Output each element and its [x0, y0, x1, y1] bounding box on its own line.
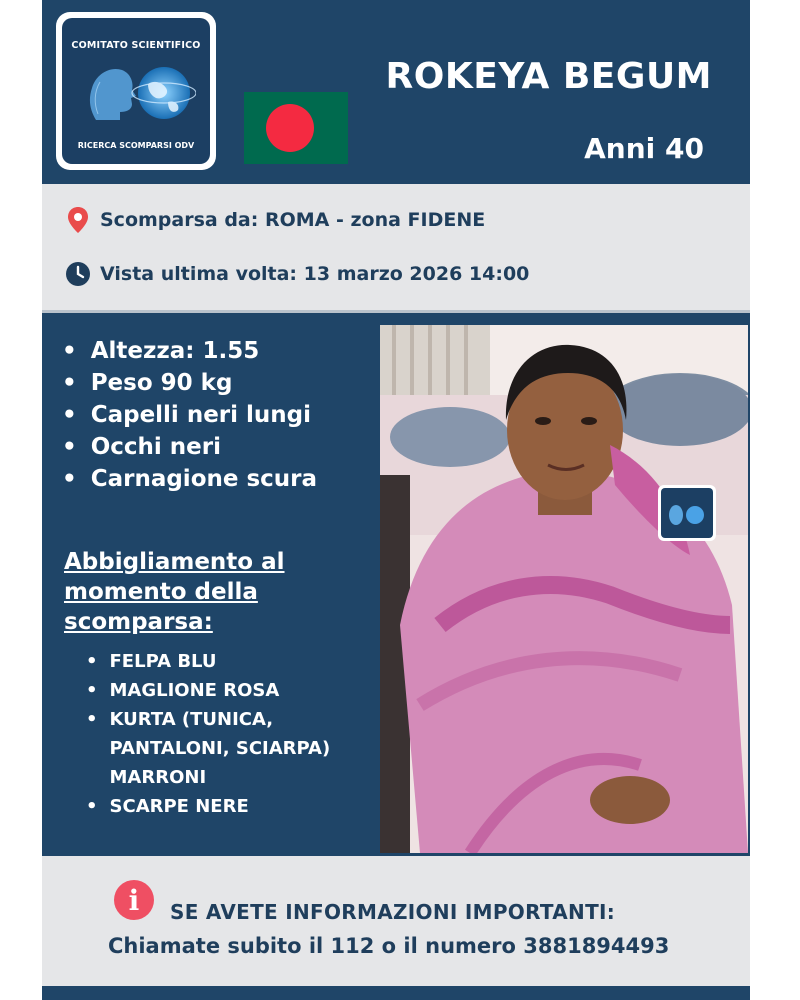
traits-list: [62, 335, 317, 495]
clock-icon: [64, 260, 92, 288]
last-seen-text: Vista ultima volta: 13 marzo 2026 14:00: [100, 263, 530, 285]
clothing-item-label: • KURTA (TUNICA, PANTALONI, SCIARPA) MARRONI: [109, 709, 331, 788]
logo: [56, 12, 216, 170]
person-age: Anni 40: [584, 132, 704, 165]
list-item: • Carnagione scura: [62, 463, 317, 495]
bangladesh-flag-icon: [244, 92, 348, 164]
logo-top-text: COMITATO SCIENTIFICO: [71, 40, 201, 51]
clothing-item-label: • FELPA BLU: [109, 651, 217, 672]
list-item: [86, 676, 386, 705]
flag-disc: [266, 104, 314, 152]
info-icon: i: [114, 880, 154, 920]
list-item: • Occhi neri: [62, 431, 317, 463]
clothing-item-label: • MAGLIONE ROSA: [109, 680, 280, 701]
details-section: [42, 310, 750, 856]
missing-person-poster: [42, 0, 750, 1000]
info-band: [42, 184, 750, 310]
list-item: [86, 647, 386, 676]
list-item: [86, 705, 386, 792]
footer-line2: Chiamate subito il 112 o il numero 3881894493: [108, 934, 670, 958]
footer-line1: SE AVETE INFORMAZIONI IMPORTANTI:: [170, 900, 616, 924]
clothing-title: Abbigliamento al momento della scomparsa:: [64, 549, 285, 635]
contact-footer: [42, 856, 750, 986]
person-photo: [380, 325, 748, 853]
logo-bottom-text: RICERCA SCOMPARSI ODV: [77, 141, 195, 150]
bottom-strip: [42, 986, 750, 1000]
location-row: [64, 206, 485, 234]
location-pin-icon: [64, 206, 92, 234]
logo-inner: [62, 18, 210, 164]
list-item: • Peso 90 kg: [62, 367, 317, 399]
list-item: [86, 792, 386, 821]
clothing-list: [86, 647, 386, 821]
head-globe-icon: [76, 60, 196, 126]
list-item: • Capelli neri lungi: [62, 399, 317, 431]
person-name: ROKEYA BEGUM: [385, 56, 712, 97]
location-text: Scomparsa da: ROMA - zona FIDENE: [100, 209, 486, 231]
header: [42, 0, 750, 184]
clothing-item-label: • SCARPE NERE: [109, 796, 249, 817]
last-seen-row: [64, 260, 529, 288]
list-item: • Altezza: 1.55: [62, 335, 317, 367]
